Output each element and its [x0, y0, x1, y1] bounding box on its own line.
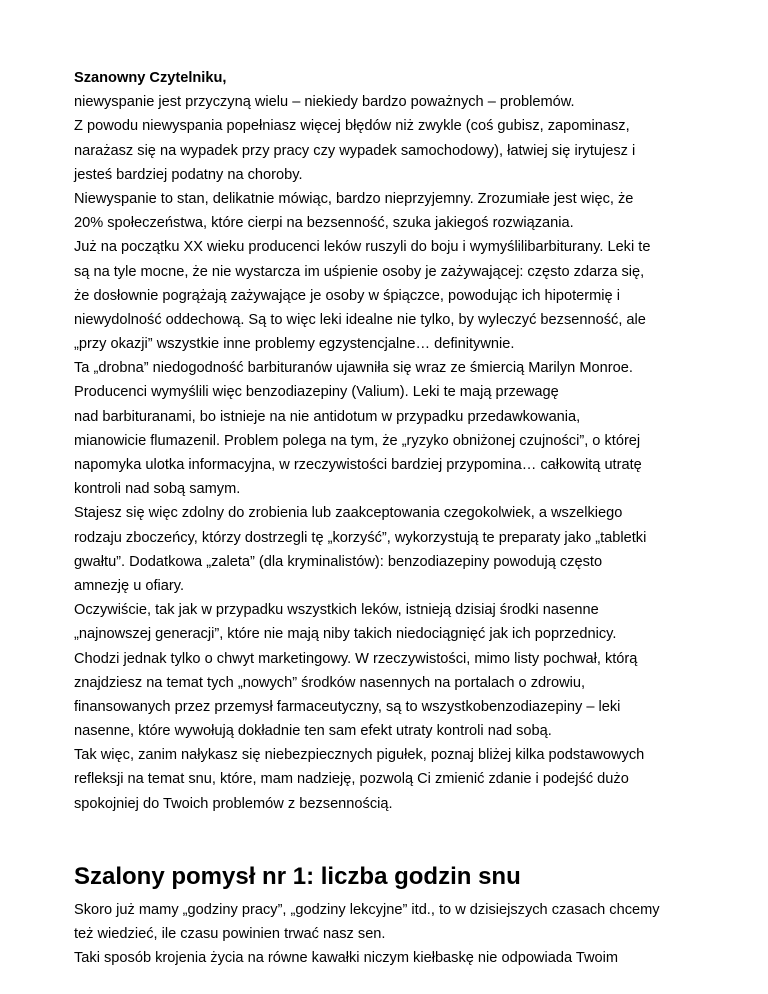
text-line: Taki sposób krojenia życia na równe kawałki niczym kiełbaskę nie odpowiada Twoim [74, 950, 619, 967]
text-line: że dosłownie pogrążają zażywające je osoby w śpiączce, powodując ich hipotermię i [74, 287, 620, 304]
text-line: rodzaju zboczeńcy, którzy dostrzegli tę „korzyść”, wykorzystują te preparaty jako „tabletki [74, 529, 647, 546]
text-line: są na tyle mocne, że nie wystarcza im uśpienie osoby je zażywającej: często zdarza się, [74, 263, 645, 280]
text-line: znajdziesz na temat tych „nowych” środków nasennych na portalach o zdrowiu, [74, 674, 586, 691]
text-line: amnezję u ofiary. [74, 577, 185, 594]
text-line: spokojniej do Twoich problemów z bezsennością. [74, 795, 393, 812]
text-line: 20% społeczeństwa, które cierpi na bezsenność, szuka jakiegoś rozwiązania. [74, 215, 574, 232]
text-line: nasenne, które wywołują dokładnie ten sam efekt utraty kontroli nad sobą. [74, 723, 552, 740]
text-line: Stajesz się więc zdolny do zrobienia lub zaakceptowania czegokolwiek, a wszelkiego [74, 505, 623, 522]
text-line: „przy okazji” wszystkie inne problemy egzystencjalne… definitywnie. [74, 336, 515, 353]
text-line: Z powodu niewyspania popełniasz więcej błędów niż zwykle (coś gubisz, zapominasz, [74, 118, 630, 135]
text-line: też wiedzieć, ile czasu powinien trwać nasz sen. [74, 926, 386, 942]
text-line: Oczywiście, tak jak w przypadku wszystkich leków, istnieją dzisiaj środki nasenne [74, 602, 599, 619]
text-line: Ta „drobna” niedogodność barbituranów ujawniła się wraz ze śmiercią Marilyn Monroe. [74, 360, 633, 377]
section-text [74, 898, 704, 971]
text-line: Tak więc, zanim nałykasz się niebezpiecznych pigułek, poznaj bliżej kilka podstawowych [74, 747, 645, 764]
section-heading: Szalony pomysł nr 1: liczba godzin snu [74, 862, 521, 890]
text-line: jesteś bardziej podatny na choroby. [74, 166, 303, 183]
text-line: nad barbituranami, bo istnieje na nie antidotum w przypadku przedawkowania, [74, 408, 581, 425]
text-line: niewydolność oddechową. Są to więc leki idealne nie tylko, by wyleczyć bezsenność, ale [74, 311, 646, 328]
intro-text [74, 90, 704, 816]
document-page [74, 66, 704, 970]
text-line: niewyspanie jest przyczyną wielu – niekiedy bardzo poważnych – problemów. [74, 94, 575, 111]
text-line: kontroli nad sobą samym. [74, 481, 241, 498]
text-line: gwałtu”. Dodatkowa „zaleta” (dla kryminalistów): benzodiazepiny powodują często [74, 553, 603, 570]
text-line: mianowicie flumazenil. Problem polega na tym, że „ryzyko obniżonej czujności”, o której [74, 432, 641, 449]
text-line: finansowanych przez przemysł farmaceutyczny, są to wszystkobenzodiazepiny – leki [74, 698, 621, 715]
text-line: Skoro już mamy „godziny pracy”, „godziny lekcyjne” itd., to w dzisiejszych czasach chcemy [74, 901, 660, 918]
text-line: napomyka ulotka informacyjna, w rzeczywistości bardziej przypomina… całkowitą utratę [74, 457, 642, 473]
text-line: Producenci wymyślili więc benzodiazepiny (Valium). Leki te mają przewagę [74, 384, 559, 401]
text-line: „najnowszej generacji”, które nie mają niby takich niedociągnięć jak ich poprzednicy. [74, 626, 617, 643]
text-line: Niewyspanie to stan, delikatnie mówiąc, bardzo nieprzyjemny. Zrozumiałe jest więc, że [74, 190, 634, 207]
text-line: refleksji na temat snu, które, mam nadzieję, pozwolą Ci zmienić zdanie i podejść dużo [74, 771, 629, 788]
salutation: Szanowny Czytelniku, [74, 70, 227, 86]
text-line: narażasz się na wypadek przy pracy czy wypadek samochodowy), łatwiej się irytujesz i [74, 142, 636, 159]
text-line: Już na początku XX wieku producenci leków ruszyli do boju i wymyślilibarbiturany. Leki te [74, 239, 651, 256]
text-line: Chodzi jednak tylko o chwyt marketingowy. W rzeczywistości, mimo listy pochwał, którą [74, 650, 638, 667]
